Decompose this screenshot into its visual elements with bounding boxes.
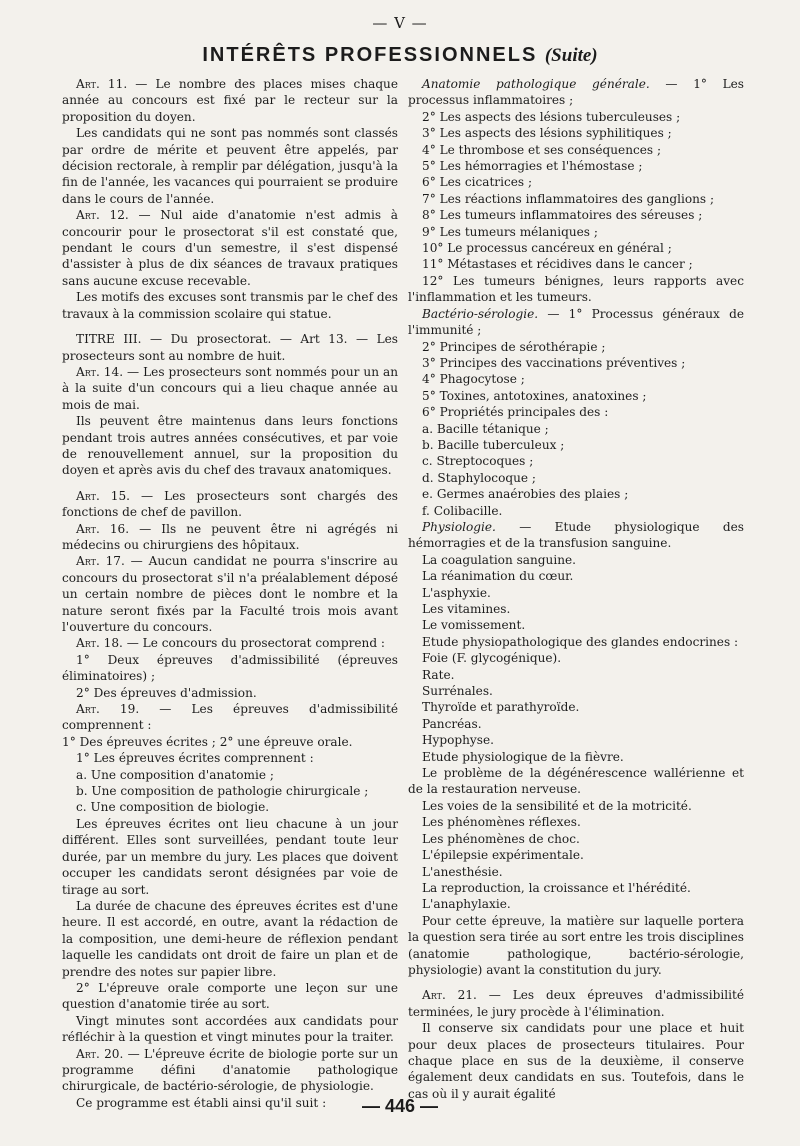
- right-paragraph: [408, 831, 744, 847]
- left-paragraph: [62, 413, 398, 479]
- paragraph-lead: Art. 14.: [76, 364, 124, 379]
- paragraph-text: c. Streptocoques ;: [422, 454, 534, 469]
- right-paragraph: [408, 896, 744, 912]
- paragraph-lead: Art. 17.: [76, 554, 125, 569]
- paragraph-lead: Art. 15.: [76, 488, 131, 503]
- paragraph-text: Thyroïde et parathyroïde.: [422, 700, 580, 715]
- paragraph-text: — 1° Processus généraux de l'immunité ;: [408, 306, 744, 338]
- paragraph-text: Pancréas.: [422, 716, 482, 731]
- left-paragraph: [62, 76, 398, 125]
- left-paragraph: [62, 331, 398, 364]
- right-paragraph: [408, 864, 744, 880]
- paragraph-text: Ce programme est établi ainsi qu'il suit :: [76, 1095, 327, 1110]
- paragraph-lead: Art. 16.: [76, 521, 130, 536]
- left-paragraph: [62, 364, 398, 413]
- paragraph-lead: Bactério-sérologie.: [422, 306, 539, 321]
- right-paragraph: [408, 617, 744, 633]
- paragraph-lead: Art. 12.: [76, 208, 129, 223]
- paragraph-text: L'asphyxie.: [422, 585, 491, 600]
- paragraph-text: 3° Les aspects des lésions syphilitiques ;: [422, 126, 672, 141]
- paragraph-text: 7° Les réactions inflammatoires des ganglions ;: [422, 191, 715, 206]
- paragraph-text: 9° Les tumeurs mélaniques ;: [422, 224, 598, 239]
- paragraph-lead: Art. 11.: [76, 77, 128, 91]
- paragraph-text: — Les épreuves d'admissibilité comprennent :: [62, 702, 399, 733]
- right-paragraph: [408, 207, 744, 223]
- paragraph-lead: Art. 19.: [76, 702, 140, 717]
- right-paragraph: [408, 585, 744, 601]
- paragraph-text: Surrénales.: [422, 684, 493, 699]
- left-paragraph: [62, 816, 398, 898]
- paragraph-text: b. Une composition de pathologie chirurgicale ;: [76, 784, 369, 799]
- left-paragraph: [62, 207, 398, 289]
- paragraph-text: 10° Le processus cancéreux en général ;: [422, 241, 672, 256]
- paragraph-text: — Nul aide d'anatomie n'est admis à concourir pour le prosectorat s'il est constaté que, pendant le cours d'un semestre, il s'est dispensé d'assister à plus de dix séances de travaux pratiques sans aucune excuse recevable.: [62, 208, 399, 288]
- left-paragraph: [62, 652, 398, 685]
- paragraph-lead: Anatomie pathologique générale.: [422, 77, 650, 91]
- paragraph-text: e. Germes anaérobies des plaies ;: [422, 487, 629, 502]
- paragraph-lead: Physiologie.: [422, 519, 496, 534]
- right-paragraph: [408, 486, 744, 502]
- paragraph-text: a. Une composition d'anatomie ;: [76, 767, 274, 782]
- paragraph-text: La coagulation sanguine.: [422, 552, 576, 567]
- left-paragraph: [62, 125, 398, 207]
- right-paragraph: [408, 339, 744, 355]
- right-paragraph: [408, 519, 744, 552]
- right-paragraph: [408, 273, 744, 306]
- paragraph-text: — Les prosecteurs sont nommés pour un an à la suite d'un concours qui a lieu chaque année au mois de mai.: [62, 364, 399, 412]
- right-paragraph: [408, 1020, 744, 1102]
- paragraph-text: — Le concours du prosectorat comprend :: [122, 636, 386, 651]
- right-paragraph: [408, 634, 744, 650]
- right-paragraph: [408, 987, 744, 1020]
- paragraph-text: La réanimation du cœur.: [422, 569, 574, 584]
- right-paragraph: [408, 732, 744, 748]
- paragraph-text: Le problème de la dégénérescence wallérienne et de la restauration nerveuse.: [408, 766, 744, 797]
- paragraph-text: Etude physiologique de la fièvre.: [422, 749, 624, 764]
- paragraph-text: — 1° Les processus inflammatoires ;: [408, 77, 744, 108]
- paragraph-text: f. Colibacille.: [422, 503, 503, 518]
- paragraph-text: — Le nombre des places mises chaque année au concours est fixé par le recteur sur la proposition du doyen.: [62, 77, 399, 124]
- right-paragraph: [408, 601, 744, 617]
- right-paragraph: [408, 76, 744, 109]
- left-paragraph: [62, 289, 398, 322]
- section-title: [0, 44, 800, 67]
- paragraph-text: La reproduction, la croissance et l'hérédité.: [422, 880, 691, 895]
- paragraph-text: 4° Le thrombose et ses conséquences ;: [422, 142, 662, 157]
- paragraph-text: 2° Des épreuves d'admission.: [76, 685, 257, 700]
- right-paragraph: [408, 224, 744, 240]
- paragraph-text: Ils peuvent être maintenus dans leurs fonctions pendant trois autres années consécutives, et par voie de renouvellement annuel, sur la proposition du doyen et après avis du chef des travaux anatomiques.: [62, 414, 398, 478]
- paragraph-text: — Les deux épreuves d'admissibilité terminées, le jury procède à l'élimination.: [408, 988, 744, 1019]
- paragraph-text: 11° Métastases et récidives dans le cancer ;: [422, 257, 693, 272]
- paragraph-text: c. Une composition de biologie.: [76, 800, 270, 815]
- left-paragraph: [62, 734, 398, 750]
- left-paragraph: [62, 521, 398, 554]
- paragraph-text: — Aucun candidat ne pourra s'inscrire au concours du prosectorat s'il n'a préalablement déposé un certain nombre de pièces dont le nombre et la nature seront fixés par la Faculté trois mois avant l'ouverture du concours.: [62, 554, 399, 634]
- paragraph-text: Pour cette épreuve, la matière sur laquelle portera la question sera tirée au sort entre les trois disciplines (anatomie pathologique, bactério-sérologie, physiologie) avant la constitution du jury.: [408, 913, 744, 977]
- paragraph-text: 2° L'épreuve orale comporte une leçon sur une question d'anatomie tirée au sort.: [62, 980, 398, 1012]
- right-paragraph: [408, 174, 744, 190]
- left-column: [62, 76, 398, 1111]
- right-paragraph: [408, 667, 744, 683]
- left-paragraph: [62, 783, 398, 799]
- page-number: — 446 —: [361, 1096, 439, 1116]
- right-paragraph: [408, 404, 744, 420]
- paragraph-text: 12° Les tumeurs bénignes, leurs rapports avec l'inflammation et les tumeurs.: [408, 273, 744, 305]
- right-paragraph: [408, 371, 744, 387]
- paragraph-text: — L'épreuve écrite de biologie porte sur un programme défini d'anatomie pathologique chirurgicale, de bactério-sérologie, de physiologie.: [62, 1046, 399, 1094]
- left-paragraph: [62, 767, 398, 783]
- right-paragraph: [408, 142, 744, 158]
- paragraph-text: — Ils ne peuvent être ni agrégés ni médecins ou chirurgiens des hôpitaux.: [62, 521, 398, 552]
- left-paragraph: [62, 488, 398, 521]
- right-paragraph: [408, 568, 744, 584]
- paragraph-text: 5° Toxines, antotoxines, anatoxines ;: [422, 388, 647, 403]
- paragraph-lead: Art. 20.: [76, 1046, 124, 1061]
- paragraph-text: 6° Propriétés principales des :: [422, 405, 609, 420]
- left-paragraph: [62, 898, 398, 980]
- paragraph-text: Hypophyse.: [422, 733, 494, 748]
- right-paragraph: [408, 191, 744, 207]
- paragraph-text: — Du prosectorat. — Art 13. — Les prosecteurs sont au nombre de huit.: [62, 332, 398, 363]
- right-paragraph: [408, 683, 744, 699]
- paragraph-text: Les motifs des excuses sont transmis par le chef des travaux à la commission scolaire qui statue.: [62, 290, 398, 321]
- paragraph-text: Le vomissement.: [422, 618, 526, 633]
- left-paragraph: [62, 685, 398, 701]
- paragraph-text: — Les prosecteurs sont chargés des fonctions de chef de pavillon.: [62, 488, 399, 520]
- section-title-main: INTÉRÊTS PROFESSIONNELS: [202, 44, 538, 66]
- paragraph-text: b. Bacille tuberculeux ;: [422, 437, 565, 452]
- right-paragraph: [408, 814, 744, 830]
- paragraph-text: Les candidats qui ne sont pas nommés sont classés par ordre de mérite et peuvent être appelés, par décision rectorale, à remplir par délégation, jusqu'à la fin de l'année, les vacances qui pourraient se produire dans le cours de l'année.: [62, 126, 398, 206]
- left-paragraph: [62, 1013, 398, 1046]
- right-paragraph: [408, 240, 744, 256]
- right-paragraph: [408, 453, 744, 469]
- paragraph-text: 5° Les hémorragies et l'hémostase ;: [422, 159, 643, 174]
- right-paragraph: [408, 749, 744, 765]
- left-paragraph: [62, 1046, 398, 1095]
- page-header-roman: — V —: [372, 14, 428, 32]
- right-paragraph: [408, 109, 744, 125]
- right-paragraph: [408, 913, 744, 979]
- paragraph-text: L'épilepsie expérimentale.: [422, 848, 584, 863]
- right-paragraph: [408, 798, 744, 814]
- paragraph-text: 8° Les tumeurs inflammatoires des séreuses ;: [422, 208, 703, 223]
- paragraph-text: 2° Principes de sérothérapie ;: [422, 339, 606, 354]
- paragraph-text: d. Staphylocoque ;: [422, 470, 536, 485]
- paragraph-text: 1° Les épreuves écrites comprennent :: [76, 751, 314, 766]
- left-paragraph: [62, 635, 398, 651]
- paragraph-lead: Art. 18.: [76, 636, 123, 651]
- right-paragraph: [408, 699, 744, 715]
- paragraph-lead: Art. 21.: [422, 988, 477, 1003]
- paragraph-lead: TITRE III.: [76, 332, 142, 347]
- right-column: [408, 76, 744, 1102]
- paragraph-text: La durée de chacune des épreuves écrites est d'une heure. Il est accordé, en outre, avant la rédaction de la composition, une demi-heure de réflexion pendant laquelle les candidats ont droit de faire un plan et de prendre des notes sur papier libre.: [62, 898, 398, 979]
- right-paragraph: [408, 158, 744, 174]
- paragraph-text: Les phénomènes réflexes.: [422, 815, 581, 830]
- right-paragraph: [408, 503, 744, 519]
- right-paragraph: [408, 650, 744, 666]
- left-paragraph: [62, 980, 398, 1013]
- paragraph-text: Vingt minutes sont accordées aux candidats pour réfléchir à la question et vingt minutes pour la traiter.: [62, 1013, 398, 1045]
- left-paragraph: [62, 750, 398, 766]
- right-paragraph: [408, 847, 744, 863]
- section-title-suite: (Suite): [544, 45, 598, 66]
- paragraph-text: L'anaphylaxie.: [422, 897, 511, 912]
- paragraph-text: a. Bacille tétanique ;: [422, 421, 549, 436]
- right-paragraph: [408, 880, 744, 896]
- right-paragraph: [408, 470, 744, 486]
- paragraph-text: L'anesthésie.: [422, 864, 503, 879]
- right-paragraph: [408, 716, 744, 732]
- right-paragraph: [408, 125, 744, 141]
- paragraph-text: 3° Principes des vaccinations préventives ;: [422, 355, 686, 370]
- paragraph-text: 6° Les cicatrices ;: [422, 175, 533, 190]
- right-paragraph: [408, 306, 744, 339]
- paragraph-text: Les épreuves écrites ont lieu chacune à un jour différent. Elles sont surveillées, pendant toute leur durée, par un membre du jury. Les places que doivent occuper les candidats seront désignées par voie de tirage au sort.: [62, 816, 398, 897]
- paragraph-text: 4° Phagocytose ;: [422, 372, 525, 387]
- paragraph-text: 2° Les aspects des lésions tuberculeuses ;: [422, 109, 681, 124]
- left-paragraph: [62, 799, 398, 815]
- paragraph-text: Les vitamines.: [422, 602, 511, 616]
- paragraph-text: Foie (F. glycogénique).: [422, 651, 562, 666]
- paragraph-text: Les phénomènes de choc.: [422, 831, 580, 846]
- paragraph-text: 1° Deux épreuves d'admissibilité (épreuves éliminatoires) ;: [62, 652, 398, 684]
- paragraph-text: Rate.: [422, 667, 455, 682]
- right-paragraph: [408, 421, 744, 437]
- paragraph-text: 1° Des épreuves écrites ; 2° une épreuve orale.: [62, 734, 353, 749]
- right-paragraph: [408, 437, 744, 453]
- right-paragraph: [408, 256, 744, 272]
- right-paragraph: [408, 355, 744, 371]
- paragraph-text: Les voies de la sensibilité et de la motricité.: [422, 798, 692, 813]
- left-paragraph: [62, 553, 398, 635]
- paragraph-text: Il conserve six candidats pour une place et huit pour deux places de prosecteurs titulaires. Pour chaque place en sus de la deuxième, il conserve également deux candidats en sus. Toutefois, dans le cas où il y aurait égalité: [408, 1021, 744, 1101]
- paragraph-text: Etude physiopathologique des glandes endocrines :: [422, 634, 739, 649]
- right-paragraph: [408, 388, 744, 404]
- right-paragraph: [408, 765, 744, 798]
- right-paragraph: [408, 552, 744, 568]
- paragraph-text: — Etude physiologique des hémorragies et de la transfusion sanguine.: [408, 519, 744, 551]
- left-paragraph: [62, 701, 398, 734]
